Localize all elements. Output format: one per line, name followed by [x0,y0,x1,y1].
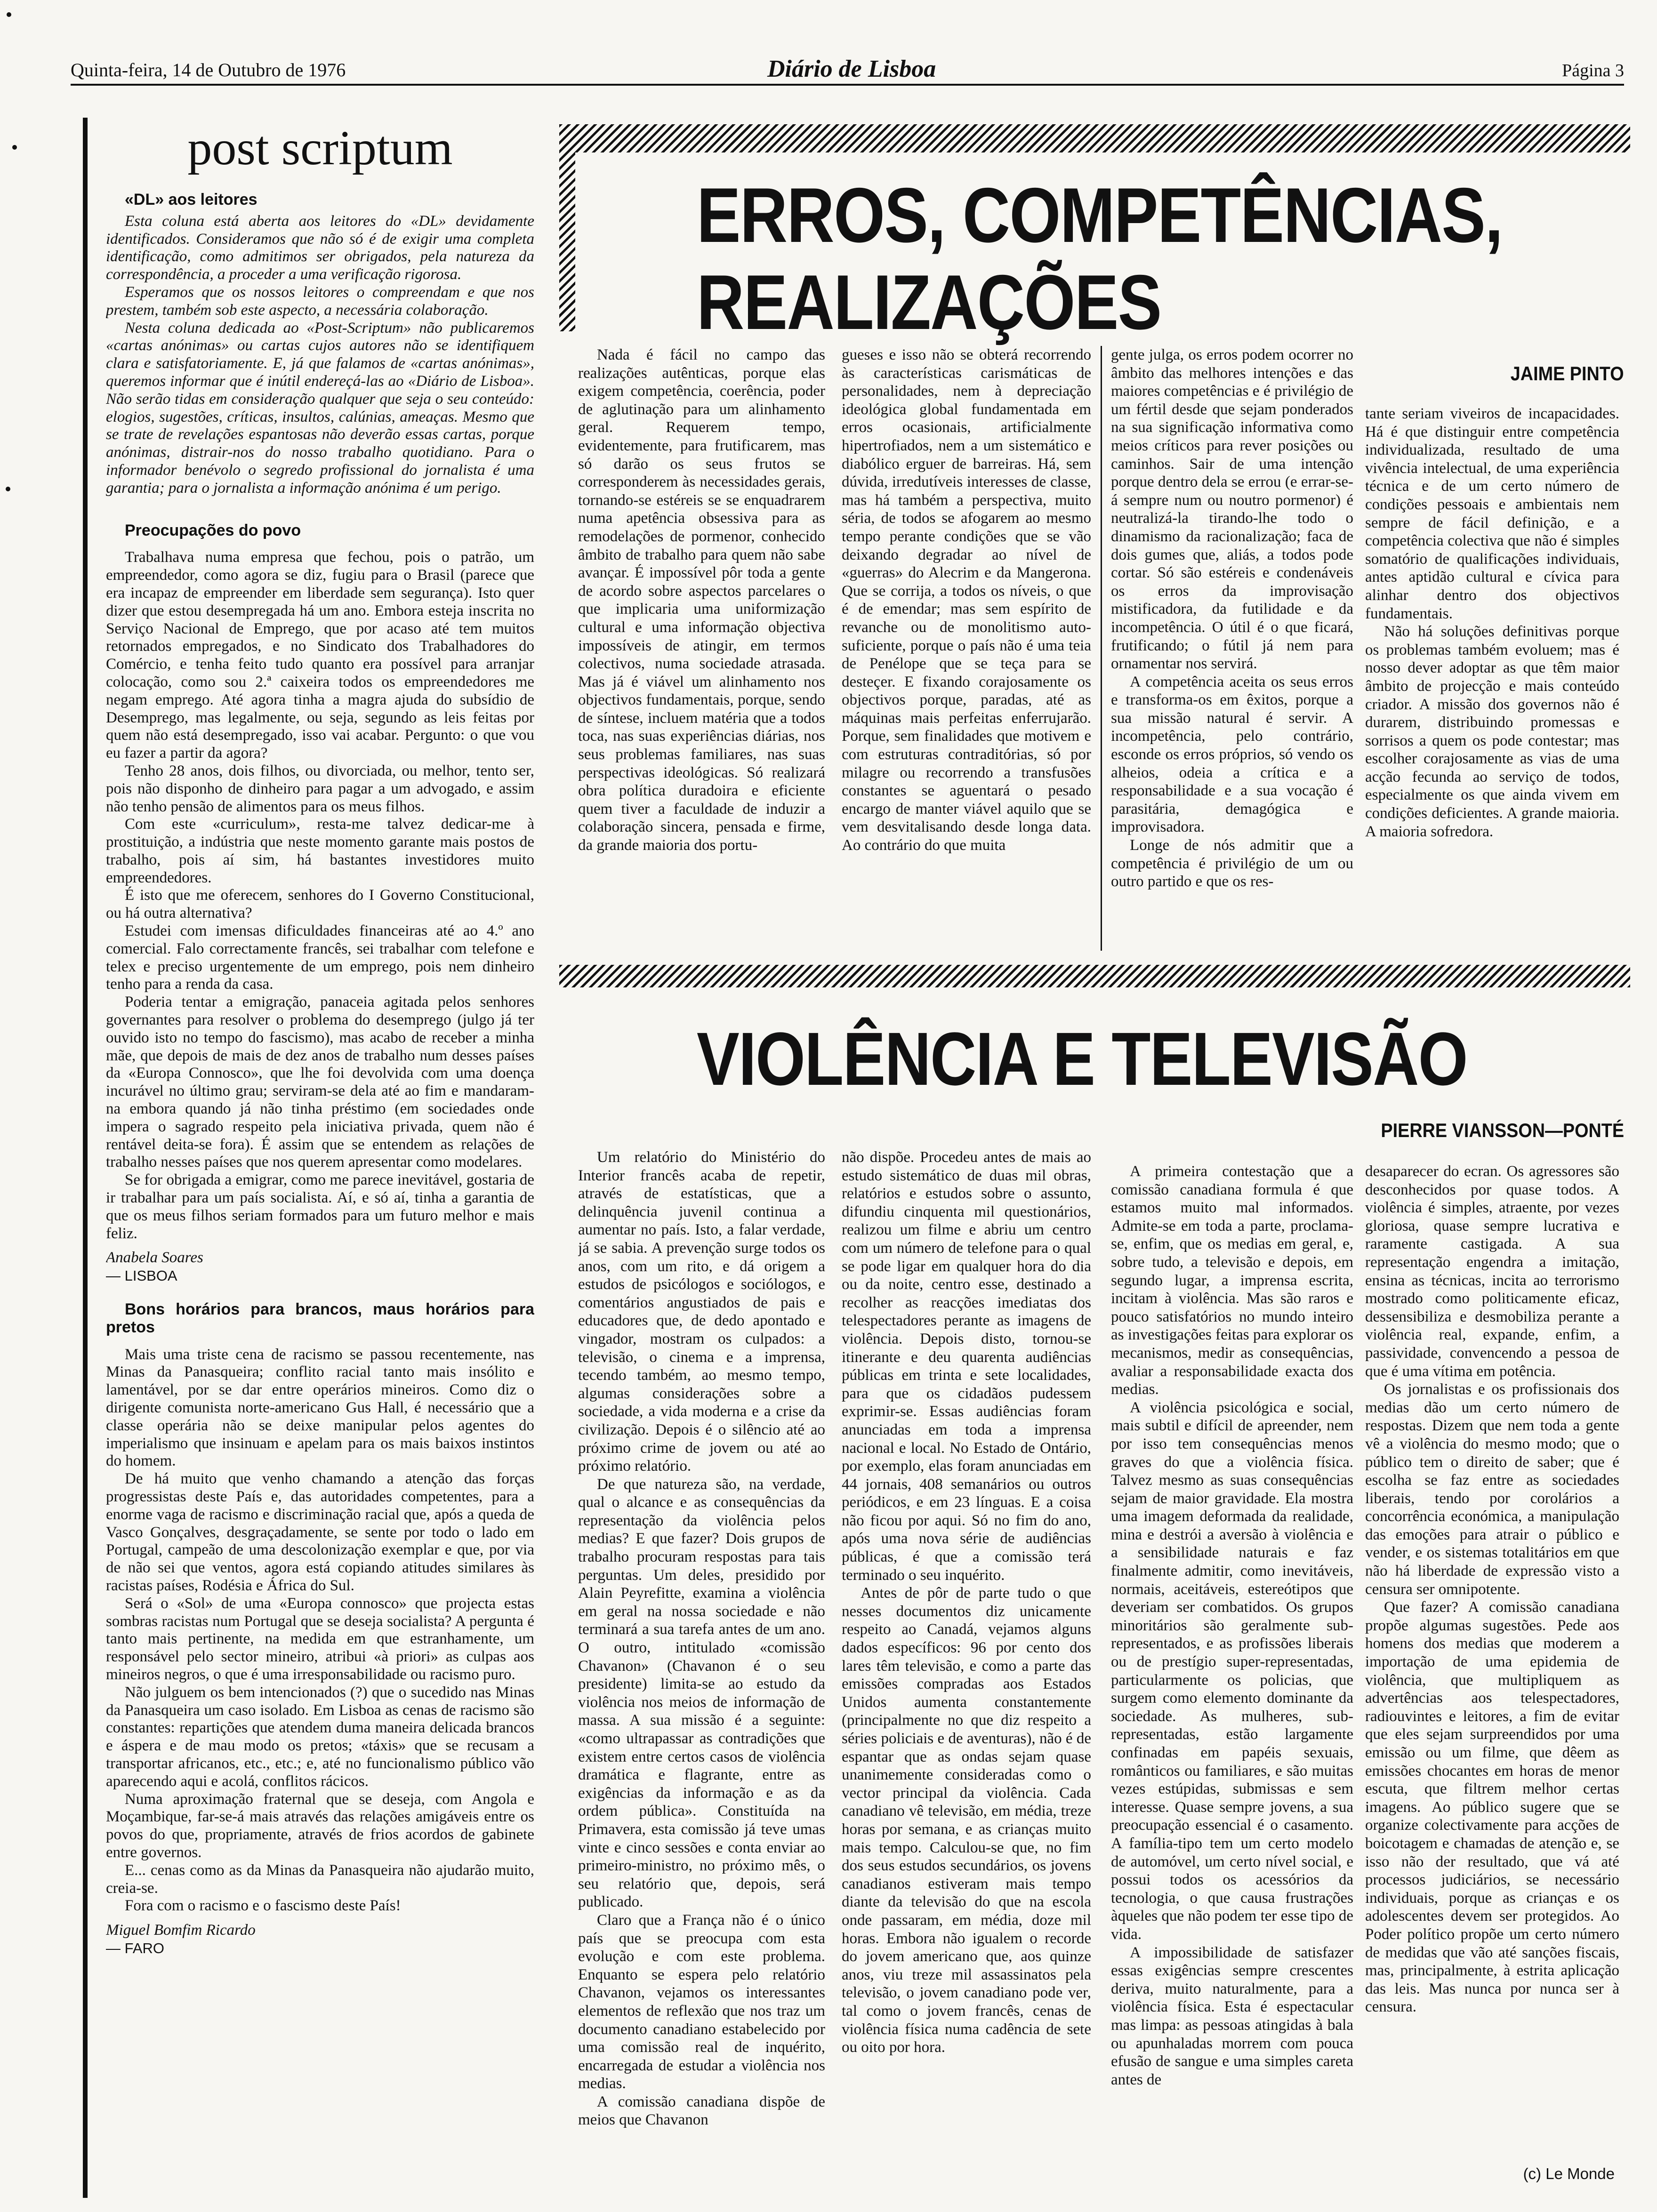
paragraph: A competência aceita os seus erros e transforma-os em êxitos, porque a sua missão natural é servir. A incompetência, pelo contrário, esconde os erros próprios, só vendo os alheios, odeia a crítica e a responsabilidade e a sua vocação é parasitária, demagógica e improvisadora. [1111,673,1353,836]
article1-byline: JAIME PINTO [1511,362,1624,385]
column-rule [1101,346,1102,951]
ps-section-title: Preocupações do povo [125,521,301,539]
paragraph: Nada é fácil no campo das realizações autênticas, porque elas exigem competência, coerência, poder de aglutinação para um alinhamento geral. Requerem tempo, evidentemente, para frutificarem, mas só darão os seus frutos se corresponderem às necessidades gerais, tornando-se estéreis se se enquadrarem numa apetência obsessiva para as remodelações de pormenor, conhecido âmbito de trabalho para quem não sabe avançar. É impossível pôr toda a gente de acordo sobre aspectos parcelares o que implicaria uma uniformização cultural e uma informação objectiva impossíveis de atingir, em termos colectivos, numa sociedade atrasada. Mas já é viável um alinhamento nos objectivos fundamentais, porque, sendo de síntese, incluem matéria que a todos toca, nas suas experiências diárias, nos seus problemas familiares, nas suas perspectivas ideológicas. Só realizará obra política duradoira e eficiente quem tiver a faculdade de induzir a colaboração sincera, pensada e firme, da grande maioria dos portu- [578,346,825,854]
margin-speck [12,145,17,150]
article2-col4 [1365,1162,1619,2156]
article2-credit: (c) Le Monde [1523,2165,1615,2182]
paragraph: Fora com o racismo e o fascismo deste País! [125,1897,401,1915]
article2-col2 [842,1148,1091,2203]
article1-title-line1: ERROS, COMPETÊNCIAS, [697,172,1503,258]
paragraph: Claro que a França não é o único país que se preocupa com esta evolução e com este problema. Enquanto se espera pelo relatório Chavanon, vejamos os interessantes elementos de reflexão que nos traz um documento canadiano estabelecido por uma comissão real de inquérito, encarregada de estudar a violência nos medias. [578,1911,825,2092]
paragraph: Será o «Sol» de uma «Europa connosco» que projecta estas sombras racistas num Portugal que se deseja socialista? A pergunta é tanto mais pertinente, na medida em que estranhamente, um responsável pelo sector mineiro, atribui «à priori» as culpas aos mineiros negros, o que é uma irresponsabilidade ou racismo puro. [106,1595,534,1683]
article2-col1 [578,1148,825,2203]
page-number: Página 3 [1562,61,1624,80]
paragraph: Esperamos que os nossos leitores o compreendam e que nos prestem, também sob este aspecto, a necessária colaboração. [106,283,534,319]
margin-speck [6,487,10,491]
ps-title: post scriptum [187,122,453,175]
paragraph: A impossibilidade de satisfazer essas exigências sempre crescentes deriva, muito naturalmente, para a violência física. Esta é espectacular mas limpa: as pessoas atingidas à bala ou apunhaladas morrem com pouca efusão de sangue e uma simples careta antes de [1111,1944,1353,2088]
masthead: Diário de Lisboa [767,56,936,82]
signature-name: Anabela Soares [106,1249,203,1266]
issue-date: Quinta-feira, 14 de Outubro de 1976 [71,59,346,80]
page-header [71,51,1624,86]
ps-section-title: Bons horários para brancos, maus horários para pretos [106,1300,534,1336]
ps-section-preocupacoes [106,522,534,1285]
paragraph: Esta coluna está aberta aos leitores do «DL» devidamente identificados. Consideramos que não só é de exigir uma completa identificação, como admitimos ser obrigados, pela natureza da correspondência, a proceder a uma verificação rigorosa. [106,212,534,283]
article1-col2 [842,346,1091,953]
paragraph: Não julguem os bem intencionados (?) que o sucedido nas Minas da Panasqueira um caso isolado. Em Lisboa as cenas de racismo são constantes: repartições que atendem duma maneira delicada brancos e áspera e de mau modo os pretos; «táxis» que se recusam a transportar africanos, etc., etc.; e, até no funcionalismo público vão aparecendo aqui e acolá, conflitos rácicos. [106,1683,534,1790]
signature-city: — LISBOA [106,1267,177,1284]
paragraph: Trabalhava numa empresa que fechou, pois o patrão, um empreendedor, como agora se diz, fugiu para o Brasil (parece que era incapaz de empreender em liberdade sem segurança). Isto quer dizer que estou desempregada há um ano. Embora esteja inscrita no Serviço Nacional de Emprego, que por acaso até tem muitos retornados empregados, e no Sindicato dos Trabalhadores do Comércio, e tenha feito tudo quanto era possível para arranjar colocação, como sou 2.ª caixeira todos os empreendedores me negam emprego. Até agora tinha a magra ajuda do subsídio de Desemprego, mas legalmente, ou seja, segundo as leis feitas por quem não está desempregado, isso vai acabar. Pergunto: o que vou eu fazer a partir da agora? [106,549,534,762]
paragraph: De que natureza são, na verdade, qual o alcance e as consequências da representação da violência pelos medias? E que fazer? Dois grupos de trabalho procuram respostas para tais perguntas. Um deles, presidido por Alain Peyrefitte, examina a violência em geral na nossa sociedade e não terminará a sua tarefa antes de um ano. O outro, intitulado «comissão Chavanon» (Chavanon é o seu presidente) limita-se ao estudo da violência nos meios de informação de massa. A sua missão é a seguinte: «como ultrapassar as contradições que existem entre certos casos de violência dramática e flagrante, entre as exigências da informação e as da ordem pública». Constituída na Primavera, esta comissão já teve umas vinte e cinco sessões e conta enviar ao primeiro-ministro, no próximo mês, o seu relatório que, depois, será publicado. [578,1475,825,1911]
paragraph: Numa aproximação fraternal que se deseja, com Angola e Moçambique, far-se-á mais através das relações amigáveis entre os povos do que, propriamente, através de frios acordos de gabinete entre governos. [106,1790,534,1861]
paragraph: Os jornalistas e os profissionais dos medias dão um certo número de respostas. Dizem que nem toda a gente vê a violência do mesmo modo; que o público tem o direito de saber; que é escolha se faz entre as sociedades liberais, tendo por corolários a concorrência económica, a manipulação das emoções para atrair o público e vender, e os sistemas totalitários em que não há liberdade de expressão visto a censura ser omnipotente. [1365,1381,1619,1598]
paragraph: Estudei com imensas dificuldades financeiras até ao 4.º ano comercial. Falo correctamente francês, sei trabalhar com telefone e telex e preciso urgentemente de um emprego, pois nem dinheiro tenho para a renda da casa. [106,922,534,993]
article1-col3 [1111,346,1353,953]
post-scriptum-column [106,122,534,2203]
paragraph: Com este «curriculum», resta-me talvez dedicar-me à prostituição, a indústria que neste momento garante mais postos de trabalho, pois aí sim, há bastantes investidores muito empreendedores. [106,816,534,886]
hatch-band-divider [559,965,1630,987]
paragraph: É isto que me oferecem, senhores do I Governo Constitucional, ou há outra alternativa? [106,887,534,922]
article2-title: VIOLÊNCIA E TELEVISÃO [697,1017,1467,1101]
ps-section-title: «DL» aos leitores [125,191,257,208]
signature-city: — FARO [106,1940,165,1956]
paragraph: Que fazer? A comissão canadiana propõe algumas sugestões. Pede aos homens dos medias que moderem a importação de uma epidemia de violência, que multipliquem as advertências aos telespectadores, radiouvintes e leitores, a fim de evitar que eles sejam surpreendidos por uma emissão ou um filme, que dêem as emissões chocantes em horas de menor escuta, que filtrem melhor certas imagens. Ao público sugere que se organize colectivamente para acções de boicotagem e chamadas de atenção e, se isso não der resultado, que vá até processos judiciários, se necessário individuais, porque as crianças e os adolescentes devem ser protegidos. Ao Poder político propõe um certo número de medidas que vão até sanções fiscais, mas, principalmente, à estrita aplicação das leis. Mas nunca por nunca ser à censura. [1365,1599,1619,2016]
article2-col3 [1111,1162,1353,2203]
paragraph: gueses e isso não se obterá recorrendo às características carismáticas de personalidades, nem à depreciação ideológica global fundamentada em erros ocasionais, artificialmente hipertrofiados, nem a um sistemático e diabólico erguer de barreiras. Há, sem dúvida, irredutíveis interesses de classe, mas há também a perspectiva, muito séria, de todos se afogarem ao mesmo tempo perante condições que se vão deixando degradar ao nível de «guerras» do Alecrim e da Mangerona. Que se corrija, a todos os níveis, o que é de emendar; mas sem espírito de revanche ou de monolitismo auto-suficiente, porque o país não é uma teia de Penélope que se teça para se desteçer. E fixando corajosamente os objectivos porque, paradas, até as máquinas mais perfeitas enferrujarão. Porque, sem finalidades que motivem e com estruturas contraditórias, só por milagre ou recorrendo a transfusões constantes se aguentará o pesado encargo de manter viável aquilo que se vem desvitalisando desde longa data. Ao contrário do que muita [842,346,1091,854]
paragraph: Um relatório do Ministério do Interior francês acaba de repetir, através de estatísticas, que a delinquência juvenil continua a aumentar no país. Isto, a falar verdade, já se sabia. A prevenção surge todos os anos, com um rito, e dá origem a estudos de psicólogos e sociólogos, e comentários angustiados de pais e educadores que, de dedo apontado e vingador, mostram os culpados: a televisão, o cinema e a imprensa, tecendo também, ao mesmo tempo, algumas considerações sobre a sociedade, a vida moderna e a crise da civilização. Depois é o silêncio até ao próximo crime de jovem ou até ao próximo relatório. [578,1149,825,1475]
ps-section-leitores [106,191,534,497]
paragraph: Não há soluções definitivas porque os problemas também evoluem; mas é nosso dever adoptar as que têm maior âmbito de projecção e mais conteúdo criador. A missão dos governos não é durarem, distribuindo promessas e sorrisos a quem os pode contestar; mas escolher corajosamente as vias de uma acção fecunda ao serviço de todos, especialmente os que ainda vivem em condições deficientes. A grande maioria. A maioria sofredora. [1365,623,1619,840]
paragraph: E... cenas como as da Minas da Panasqueira não ajudarão muito, creia-se. [106,1861,534,1897]
paragraph: tante seriam viveiros de incapacidades. Há é que distinguir entre competência individualizada, resultado de uma vivência intelectual, de uma experiência técnica e de um certo número de condições pessoais e ambientais nem sempre de fácil definição, e a competência colectiva que não é simples somatório de qualificações individuais, antes aptidão cultural e cívica para alinhar dentro dos objectivos fundamentais. [1365,405,1619,622]
hatch-band-top [559,124,1630,152]
ps-section-horarios [106,1301,534,1957]
article1-title-line2: REALIZAÇÕES [697,259,1161,345]
paragraph: Nesta coluna dedicada ao «Post-Scriptum» não publicaremos «cartas anónimas» ou cartas cujos autores não se identifiquem clara e satisfatoriamente. E, já que falamos de «cartas anónimas», queremos informar que é inútil endereçá-las ao «Diário de Lisboa». Não serão tidas em consideração qualquer que seja o seu conteúdo: elogios, sugestões, críticas, insultos, calúnias, ameaças. Mesmo que se trate de revelações espantosas não deverão essas cartas, porque anónimas, distrair-nos do nosso trabalho quotidiano. Para o informador benévolo o segredo profissional do jornalista é uma garantia; para o jornalista a informação anónima é um perigo. [106,319,534,497]
paragraph: não dispõe. Procedeu antes de mais ao estudo sistemático de duas mil obras, relatórios e estudos sobre o assunto, difundiu cinquenta mil questionários, realizou um filme e abriu um centro com um número de telefone para o qual se pode ligar em qualquer hora do dia ou da noite, centro esse, destinado a recolher as reacções imediatas dos telespectadores perante as imagens de violência. Depois disto, tornou-se itinerante e deu quarenta audiências públicas em trinta e sete localidades, para que os cidadãos pudessem exprimir-se. Essas audiências foram anunciadas em toda a imprensa nacional e local. No Estado de Ontário, por exemplo, elas foram anunciadas em 44 jornais, 408 semanários ou outros periódicos, e em 23 línguas. E a coisa não ficou por aqui. Só no fim do ano, após uma nova série de audiências públicas, é que a comissão terá terminado o seu inquérito. [842,1149,1091,1584]
signature-name: Miguel Bomfim Ricardo [106,1922,256,1939]
paragraph: Mais uma triste cena de racismo se passou recentemente, nas Minas da Panasqueira; conflito racial tanto mais insólito e lamentável, por se dar entre operários mineiros. Como diz o dirigente comunista norte-americano Gus Hall, é necessário que a classe operária não se deixe manipular pelos agentes do imperialismo que insinuam e apelam para os mais baixos instintos do homem. [106,1346,534,1470]
paragraph: Longe de nós admitir que a competência é privilégio de um ou outro partido e que os res- [1111,837,1353,890]
paragraph: desaparecer do ecran. Os agressores são desconhecidos por quase todos. A violência é simples, atraente, por vezes gloriosa, quase sempre lucrativa e raramente castigada. A sua representação engendra a imitação, ensina as técnicas, incita ao terrorismo mostrado como politicamente eficaz, dessensibiliza e desmobiliza perante a violência real, expande, enfim, a passividade, convencendo a pessoa de que é uma vítima em potência. [1365,1163,1619,1380]
paragraph: A violência psicológica e social, mais subtil e difícil de apreender, nem por isso tem consequências menos graves do que a violência física. Talvez mesmo as suas consequências sejam de maior gravidade. Ela mostra uma imagem deformada da realidade, mina e destrói a aversão à violência e a sensibilidade naturais e faz finalmente admitir, como inevitáveis, normais, aceitáveis, estereótipos que deveriam ser combatidos. Os grupos minoritários são geralmente sub-representados, e as profissões liberais ou de prestígio super-representadas, particularmente os policias, que surgem como elemento dominante da sociedade. As mulheres, sub-representadas, estão largamente confinadas em papéis sexuais, românticos ou familiares, e são muitas vezes estúpidas, submissas e sem interesse. Quase sempre jovens, a sua preocupação essencial é o casamento. A família-tipo tem um certo modelo de automóvel, um certo nível social, e possui todos os acessórios da tecnologia, o que causa frustrações àqueles que não podem ter esse tipo de vida. [1111,1399,1353,1943]
paragraph: A comissão canadiana dispõe de meios que Chavanon [578,2093,825,2129]
paragraph: Tenho 28 anos, dois filhos, ou divorciada, ou melhor, tento ser, pois não disponho de dinheiro para pagar a um advogado, e assim não tenho pensão de alimentos para os meus filhos. [106,762,534,815]
margin-speck [7,12,11,17]
paragraph: Antes de pôr de parte tudo o que nesses documentos diz unicamente respeito ao Canadá, vejamos alguns dados específicos: 96 por cento dos lares têm televisão, e como a parte das emissões compradas aos Estados Unidos aumenta constantemente (principalmente no que diz respeito a séries policiais e de aventuras), não é de espantar que as ondas sejam quase unanimemente consideradas como o vector principal da violência. Cada canadiano vê televisão, em média, treze horas por semana, e as crianças muito mais tempo. Calculou-se que, no fim dos seus estudos secundários, os jovens canadianos estiveram mais tempo diante da televisão do que na escola onde passaram, em média, doze mil horas. Embora não igualem o recorde do jovem americano que, aos quinze anos, viu treze mil assassinatos pela televisão, o jovem canadiano pode ver, tal como o jovem francês, cenas de violência física numa cadência de sete ou oito por hora. [842,1585,1091,2056]
paragraph: Se for obrigada a emigrar, como me parece inevitável, gostaria de ir trabalhar para um país socialista. Aí, e só aí, tinha a garantia de que os meus filhos seriam formados para um futuro melhor e mais feliz. [106,1171,534,1242]
paragraph: A primeira contestação que a comissão canadiana formula é que estamos muito mal informados. Admite-se em toda a parte, proclama-se, enfim, que os medias em geral, e, sobre tudo, a televisão e depois, em segundo lugar, a imprensa escrita, incitam à violência. Mas são raros e pouco satisfatórios no mundo inteiro as investigações feitas para explorar os mecanismos, medir as consequências, avaliar a responsabilidade exacta dos medias. [1111,1163,1353,1398]
hatch-band-left [559,124,575,331]
article1-col4 [1365,405,1619,955]
article1-col1 [578,346,825,953]
ps-left-rule [83,118,88,2198]
paragraph: gente julga, os erros podem ocorrer no âmbito das melhores intenções e das maiores competências e é privilégio de um fértil desde que sejam ponderados na sua significação informativa como meios críticos para rever posições ou caminhos. Sair de uma intenção porque dentro dela se errou (e errar-se-á sempre num ou noutro pormenor) é neutralizá-la tirando-lhe todo o dinamismo da racionalização; faca de dois gumes que, aliás, a todos pode cortar. Só são estéreis e condenáveis os erros da improvisação mistificadora, da futilidade e da incompetência. O útil é o que ficará, frutificando; o fútil já nem para ornamentar nos servirá. [1111,346,1353,673]
paragraph: Poderia tentar a emigração, panaceia agitada pelos senhores governantes para resolver o problema do desemprego (julgo já ter ouvido isto no tempo do fascismo), mas acabo de receber a minha mãe, que depois de mais de dez anos de trabalho num desses países da «Europa Connosco», que lhe foi devolvida com uma doença incurável no último grau; serviram-se dela até ao fim e mandaram-na embora quando já não tinha préstimo (em sociedades onde impera o sagrado respeito pela iniciativa privada, quem não é rentável deita-se fora). É assim que se entendem as relações de trabalho nesses países que nos querem apresentar como modelares. [106,994,534,1171]
paragraph: De há muito que venho chamando a atenção das forças progressistas deste País e, das autoridades competentes, para a enorme vaga de racismo e discriminação racial que, após a queda de Vasco Gonçalves, desgraçadamente, se sente por todo o lado em Portugal, campeão de uma descolonização exemplar e que, por via de não sei que ventos, agora está copiando atitudes similares às racistas países, Rodésia e África do Sul. [106,1470,534,1594]
article2-byline: PIERRE VIANSSON—PONTÉ [1381,1119,1624,1141]
